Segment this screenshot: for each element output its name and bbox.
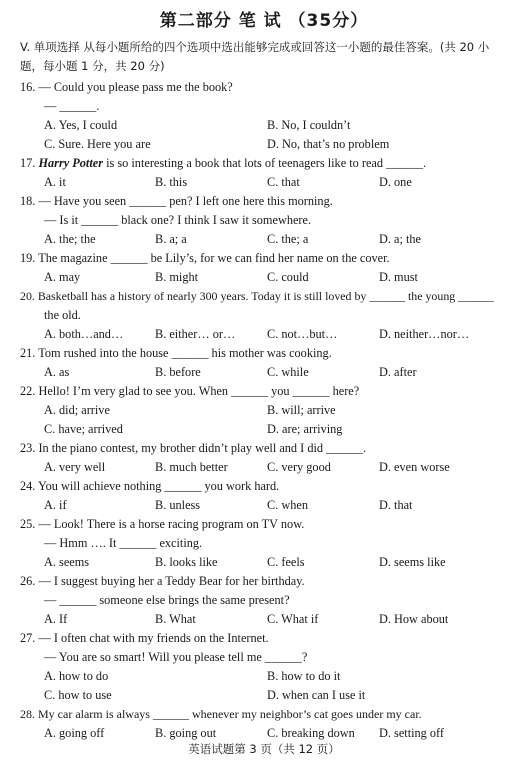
q19-stem: 19. The magazine ______ be Lily’s, for we can find her name on the cover. <box>20 251 390 265</box>
q21-stem: 21. Tom rushed into the house ______ his mother was cooking. <box>20 346 332 360</box>
q25-option-c: C. feels <box>267 555 305 569</box>
q25-option-d: D. seems like <box>379 555 446 569</box>
q23-option-d: D. even worse <box>379 460 450 474</box>
q25-option-b: B. looks like <box>155 555 218 569</box>
q27-option-a: A. how to do <box>44 669 109 683</box>
q24-stem: 24. You will achieve nothing ______ you work hard. <box>20 479 280 493</box>
q26-option-c: C. What if <box>267 612 319 626</box>
q19-option-c: C. could <box>267 270 309 284</box>
q27-stem-1: 27. — I often chat with my friends on the Internet. <box>20 631 269 645</box>
q22-option-b: B. will; arrive <box>267 403 336 417</box>
q23-option-b: B. much better <box>155 460 228 474</box>
q26-stem-2: — ______ someone else brings the same present? <box>44 593 290 607</box>
q21-option-c: C. while <box>267 365 309 379</box>
q23-stem: 23. In the piano contest, my brother didn’t play well and I did ______. <box>20 441 367 455</box>
q18-stem-2: — Is it ______ black one? I think I saw it somewhere. <box>44 213 312 227</box>
q20-option-b: B. either… or… <box>155 327 236 341</box>
q16-stem-2: — ______. <box>44 99 100 113</box>
q27-option-c: C. how to use <box>44 688 112 702</box>
q16-option-d: D. No, that’s no problem <box>267 137 390 151</box>
q25-option-a: A. seems <box>44 555 90 569</box>
q18-option-d: D. a; the <box>379 232 422 246</box>
q16-stem-1: 16. — Could you please pass me the book? <box>20 80 233 94</box>
q18-option-c: C. the; a <box>267 232 309 246</box>
instruction-line-1: V. 单项选择 从每小题所给的四个选项中选出能够完成或回答这一小题的最佳答案。(共 20 小 <box>20 40 490 54</box>
q17-stem <box>20 156 426 171</box>
q17-option-d: D. one <box>379 175 412 189</box>
q16-option-c: C. Sure. Here you are <box>44 137 151 151</box>
q28-option-b: B. going out <box>155 726 217 740</box>
q20-stem-1: 20. Basketball has a history of nearly 300 years. Today it is still loved by ______ the young ______ <box>20 289 494 303</box>
section-instruction <box>20 38 520 76</box>
instruction-line-2: 题，每小题 1 分，共 20 分) <box>20 59 165 73</box>
q21-option-d: D. after <box>379 365 417 379</box>
q24-option-b: B. unless <box>155 498 201 512</box>
q20-option-a: A. both…and… <box>44 327 124 341</box>
q22-stem: 22. Hello! I’m very glad to see you. When ______ you ______ here? <box>20 384 360 398</box>
q17-option-c: C. that <box>267 175 300 189</box>
q27-stem-2: — You are so smart! Will you please tell me ______? <box>44 650 308 664</box>
q21-option-a: A. as <box>44 365 70 379</box>
q18-option-b: B. a; a <box>155 232 187 246</box>
q22-option-c: C. have; arrived <box>44 422 123 436</box>
q28-option-c: C. breaking down <box>267 726 355 740</box>
q26-option-a: A. If <box>44 612 68 626</box>
q27-option-b: B. how to do it <box>267 669 341 683</box>
page-title: 第二部分 笔 试 （35分） <box>159 11 369 31</box>
q19-option-b: B. might <box>155 270 199 284</box>
q22-option-a: A. did; arrive <box>44 403 110 417</box>
q18-stem-1: 18. — Have you seen ______ pen? I left one here this morning. <box>20 194 333 208</box>
q17-number: 17. <box>20 156 39 170</box>
q26-option-d: D. How about <box>379 612 449 626</box>
q23-option-c: C. very good <box>267 460 331 474</box>
q25-stem-1: 25. — Look! There is a horse racing program on TV now. <box>20 517 305 531</box>
q20-option-c: C. not…but… <box>267 327 338 341</box>
q21-option-b: B. before <box>155 365 201 379</box>
q18-option-a: A. the; the <box>44 232 96 246</box>
q28-option-d: D. setting off <box>379 726 445 740</box>
q17-option-b: B. this <box>155 175 188 189</box>
q26-stem-1: 26. — I suggest buying her a Teddy Bear for her birthday. <box>20 574 305 588</box>
q27-option-d: D. when can I use it <box>267 688 366 702</box>
q23-option-a: A. very well <box>44 460 106 474</box>
q16-option-b: B. No, I couldn’t <box>267 118 351 132</box>
q22-option-d: D. are; arriving <box>267 422 343 436</box>
q24-option-d: D. that <box>379 498 413 512</box>
q19-option-d: D. must <box>379 270 418 284</box>
q26-option-b: B. What <box>155 612 196 626</box>
q28-stem: 28. My car alarm is always ______ whenever my neighbor’s cat goes under my car. <box>20 707 422 721</box>
q16-option-a: A. Yes, I could <box>44 118 118 132</box>
q24-option-c: C. when <box>267 498 308 512</box>
q24-option-a: A. if <box>44 498 67 512</box>
q19-option-a: A. may <box>44 270 81 284</box>
page-footer: 英语试题第 3 页（共 12 页） <box>188 742 340 756</box>
q25-stem-2: — Hmm …. It ______ exciting. <box>44 536 203 550</box>
q20-option-d: D. neither…nor… <box>379 327 470 341</box>
q17-option-a: A. it <box>44 175 66 189</box>
q17-stem-text: is so interesting a book that lots of teenagers like to read ______. <box>103 156 427 170</box>
q28-option-a: A. going off <box>44 726 105 740</box>
q17-book-title: Harry Potter <box>38 156 104 170</box>
q20-stem-2: the old. <box>44 308 81 322</box>
